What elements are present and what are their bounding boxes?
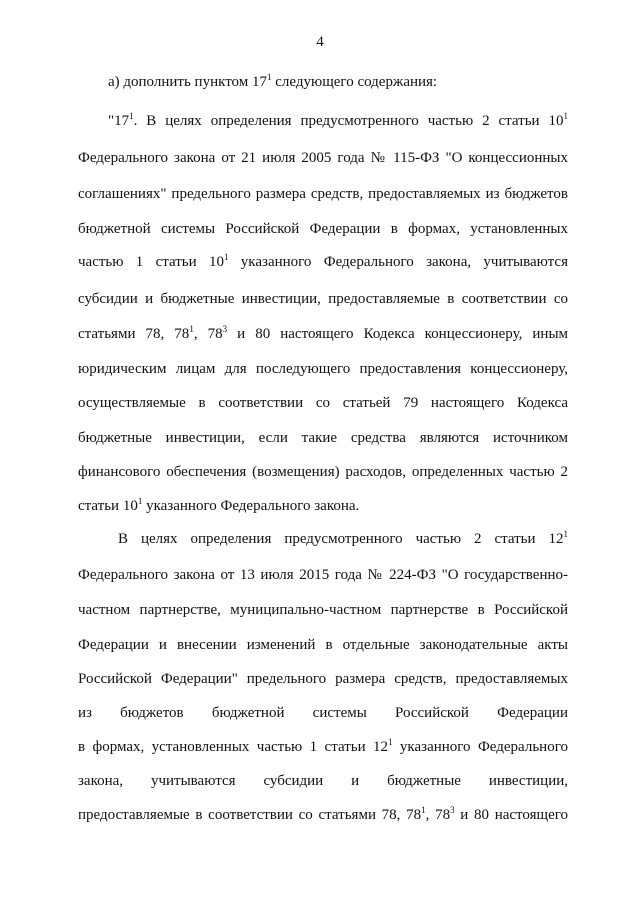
text-line: субсидии и бюджетные инвестиции, предоставляемые в соответствии со	[78, 291, 568, 307]
text-line: из бюджетов бюджетной системы Российской Федерации	[78, 705, 568, 721]
page-number: 4	[316, 34, 324, 50]
text-line: статьи $10^1$ указанного Федерального закона.	[78, 496, 360, 514]
text-line: закона, учитываются субсидии и бюджетные инвестиции,	[78, 773, 568, 789]
text-line: соглашениях" предельного размера средств, предоставляемых из бюджетов	[78, 186, 568, 202]
text-line: Федерального закона от 21 июля 2005 года № 115-ФЗ "О концессионных	[78, 150, 568, 166]
text-line: статьями 78, $78^1$, $78^3$ и 80 настоящего Кодекса концессионеру, иным	[78, 324, 569, 342]
text-line: Федерации и внесении изменений в отдельные законодательные акты	[78, 637, 568, 653]
text-line: юридическим лицам для последующего предоставления концессионеру,	[78, 361, 568, 377]
text-line: Российской Федерации" предельного размера средств, предоставляемых	[78, 671, 568, 687]
text-line: осуществляемые в соответствии со статьей 79 настоящего Кодекса	[78, 395, 568, 411]
text-line: частном партнерстве, муниципально-частном партнерстве в Российской	[78, 602, 568, 618]
text-line: в формах, установленных частью 1 статьи $12^1$ указанного Федерального	[78, 737, 568, 755]
text-line: Федерального закона от 13 июля 2015 года № 224-ФЗ "О государственно-	[78, 567, 568, 583]
text-line: В целях определения предусмотренного частью 2 статьи $12^1$	[118, 529, 568, 547]
text-line: "$17^1$. В целях определения предусмотренного частью 2 статьи $10^1$	[108, 111, 568, 129]
text-line: частью 1 статьи $10^1$ указанного Федерального закона, учитываются	[78, 252, 568, 270]
text-line: предоставляемые в соответствии со статьями 78, $78^1$, $78^3$ и 80 настоящего	[78, 805, 569, 823]
text-line: финансового обеспечения (возмещения) расходов, определенных частью 2	[78, 464, 568, 480]
text-line: а) дополнить пунктом $17^1$ следующего содержания:	[108, 72, 438, 90]
text-line: бюджетные инвестиции, если такие средства являются источником	[78, 430, 568, 446]
text-line: бюджетной системы Российской Федерации в формах, установленных	[78, 221, 568, 237]
